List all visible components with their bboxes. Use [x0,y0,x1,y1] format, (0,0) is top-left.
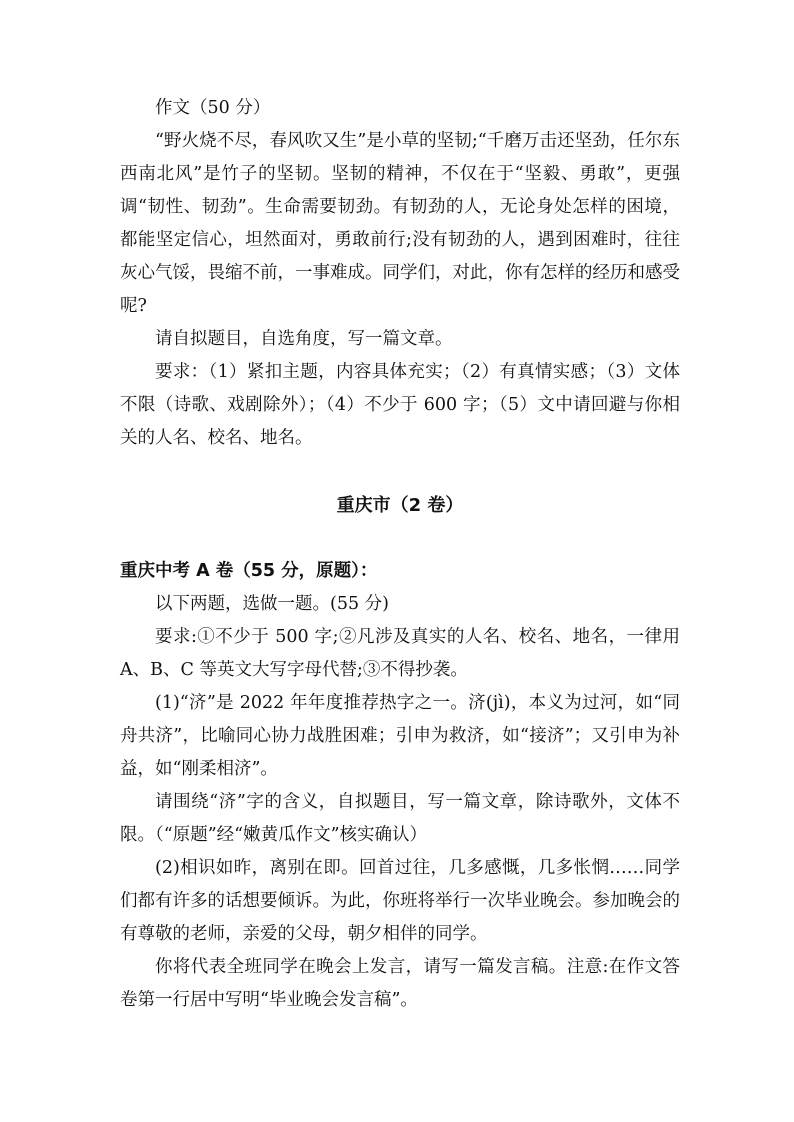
chongqing-requirements: 要求:①不少于 500 字;②凡涉及真实的人名、校名、地名，一律用 A、B、C 等英文大写字母代替;③不得抄袭。 [120,627,680,680]
exam-subtitle: 重庆中考 A 卷（55 分，原题）： [120,561,378,581]
essay-task: 请自拟题目，自选角度，写一篇文章。 [155,329,453,349]
question-1-task: 请围绕“济”字的含义，自拟题目，写一篇文章，除诗歌外，文体不限。（“原题”经“嫩黄瓜作文”核实确认） [120,792,680,845]
choose-one-intro: 以下两题，选做一题。(55 分) [155,594,389,614]
essay-requirements: 要求：（1）紧扣主题，内容具体充实；（2）有真情实感；（3）文体不限（诗歌、戏剧除外）；（4）不少于 600 字；（5）文中请回避与你相关的人名、校名、地名。 [120,362,680,448]
section-title-chongqing: 重庆市（2 卷） [336,495,464,516]
question-1-text: (1)“济”是 2022 年年度推荐热字之一。济(jì)，本义为过河，如“同舟共济”，比喻同心协力战胜困难；引申为救济，如“接济”；又引申为补益，如“刚柔相济”。 [120,693,680,779]
essay-heading: 作文（50 分） [155,98,271,118]
essay-prompt: “野火烧不尽，春风吹又生”是小草的坚韧;“千磨万击还坚劲，任尔东西南北风”是竹子的坚韧。坚韧的精神，不仅在于“坚毅、勇敢”，更强调“韧性、韧劲”。生命需要韧劲。有韧劲的人，无论身处怎样的困境，都能坚定信心，坦然面对，勇敢前行;没有韧劲的人，遇到困难时，往往灰心气馁，畏缩不前，一事难成。同学们，对此，你有怎样的经历和感受呢? [120,131,680,316]
question-2-text: (2)相识如昨，离别在即。回首过往，几多感慨，几多怅惘……同学们都有许多的话想要倾诉。为此，你班将举行一次毕业晚会。参加晚会的有尊敬的老师，亲爱的父母，朝夕相伴的同学。 [120,858,680,944]
document-page [120,92,680,1017]
question-2-task: 你将代表全班同学在晚会上发言，请写一篇发言稿。注意:在作文答卷第一行居中写明“毕业晚会发言稿”。 [120,957,680,1010]
